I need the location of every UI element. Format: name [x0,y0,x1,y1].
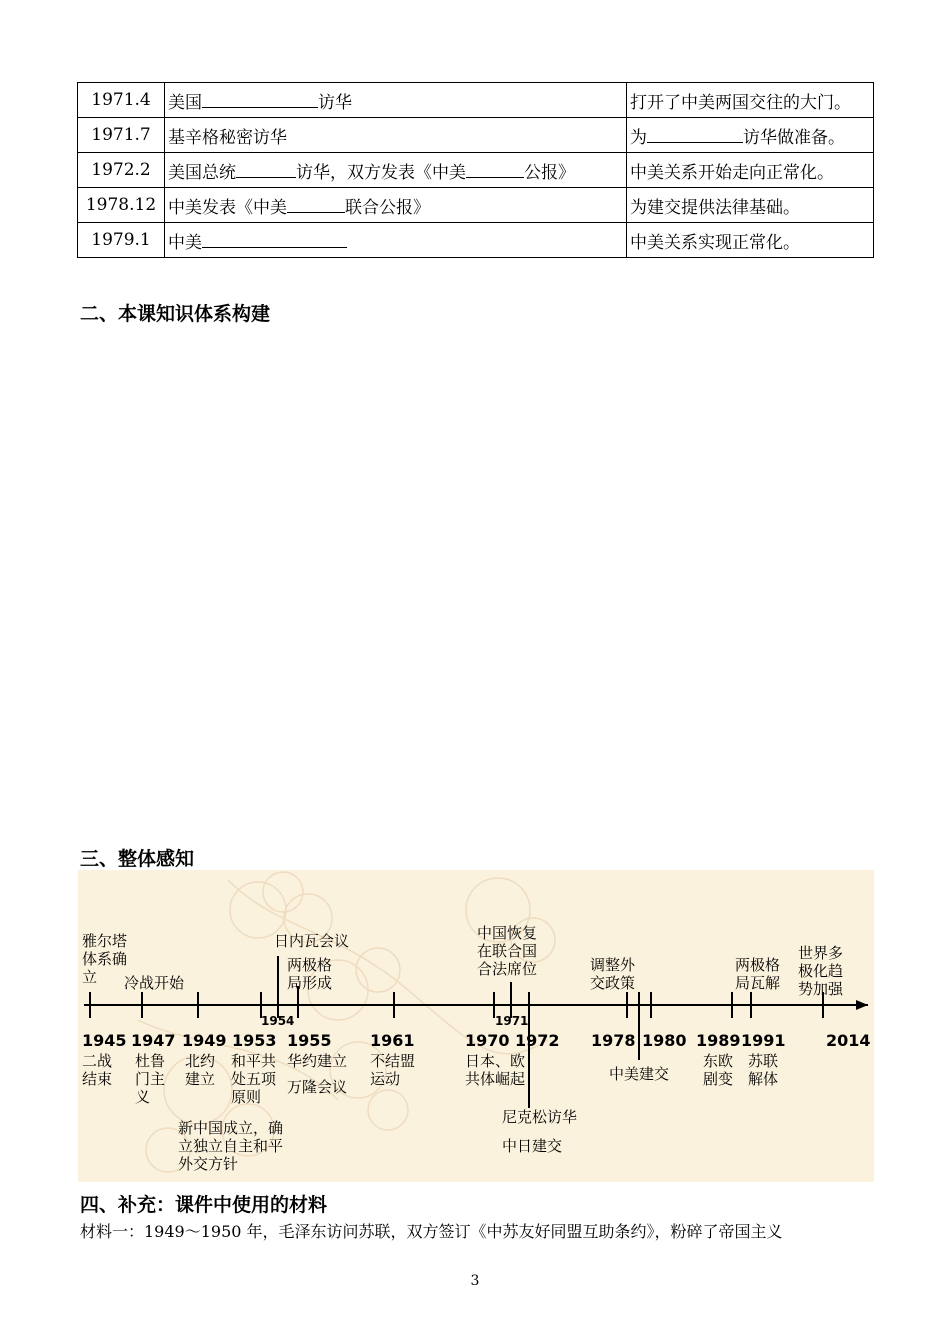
history-timeline [78,870,874,1182]
event-label: 华约建立 [287,1052,348,1070]
event-cell: 美国总统 访华，双方发表《中美 公报》 [165,153,627,188]
year-label: 1991 [741,1031,786,1050]
page-number: 3 [470,1273,480,1289]
event-label: 两极格 [287,956,333,974]
section-4-heading: 四、补充：课件中使用的材料 [80,1194,328,1216]
fill-blank[interactable] [287,195,345,213]
events-above [82,924,844,998]
event-label: 中日建交 [502,1137,563,1155]
event-label: 和平共 [231,1052,277,1070]
event-label: 中美建交 [609,1065,670,1083]
events-below [82,1052,778,1173]
year-label: 1980 [642,1031,687,1050]
result-cell: 为 访华做准备。 [627,118,874,153]
event-label: 义 [135,1088,151,1106]
section-2-heading: 二、本课知识体系构建 [80,303,271,325]
event-label: 新中国成立，确 [178,1119,284,1137]
material-one-text: 材料一：1949～1950 年，毛泽东访问苏联，双方签订《中苏友好同盟互助条约》，粉碎了帝国主义 [80,1222,783,1241]
event-label: 调整外 [590,956,636,974]
event-label: 运动 [370,1070,401,1088]
event-cell: 中美 [165,223,627,258]
year-label: 1955 [287,1031,332,1050]
event-label: 剧变 [703,1070,734,1088]
table-row [78,223,874,258]
event-label: 苏联 [748,1052,779,1070]
event-label: 体系确 [82,950,128,968]
fill-blank[interactable] [202,90,318,108]
result-cell: 打开了中美两国交往的大门。 [627,83,874,118]
year-label-1954: 1954 [261,1014,295,1028]
event-label: 北约 [185,1052,216,1070]
event-label: 极化趋 [798,962,844,980]
axis-arrow-icon [856,1000,868,1010]
date-cell: 1971.7 [78,118,165,153]
result-cell: 中美关系开始走向正常化。 [627,153,874,188]
event-label: 局瓦解 [735,974,781,992]
event-cell: 中美发表《中美 联合公报》 [165,188,627,223]
year-label: 2014 [826,1031,871,1050]
event-label: 世界多 [798,944,844,962]
event-label: 交政策 [590,974,636,992]
date-cell: 1971.4 [78,83,165,118]
year-label: 1949 [182,1031,227,1050]
section-3-heading: 三、整体感知 [80,848,195,870]
year-label-1971: 1971 [495,1014,529,1028]
date-cell: 1979.1 [78,223,165,258]
year-label: 1970 [465,1031,510,1050]
event-label: 合法席位 [477,960,538,978]
year-label: 1945 [82,1031,127,1050]
year-label: 1972 [515,1031,560,1050]
year-labels [82,1031,871,1050]
event-label: 东欧 [703,1052,734,1070]
timeline-graphic [78,870,874,1182]
fill-blank[interactable] [466,160,524,178]
event-label: 两极格 [735,956,781,974]
event-label: 局形成 [287,974,333,992]
event-label: 解体 [748,1070,779,1088]
fill-blank[interactable] [647,125,743,143]
fill-blank[interactable] [202,230,347,248]
year-label: 1989 [696,1031,741,1050]
event-label: 不结盟 [370,1052,416,1070]
china-us-relations-table [77,82,874,258]
year-label: 1961 [370,1031,415,1050]
event-cell: 基辛格秘密访华 [165,118,627,153]
event-label: 杜鲁 [135,1052,166,1070]
year-label: 1978 [591,1031,636,1050]
event-label: 势加强 [798,980,844,998]
table-row [78,118,874,153]
fill-blank[interactable] [236,160,296,178]
table-row [78,188,874,223]
event-label: 中国恢复 [477,924,538,942]
event-label: 外交方针 [178,1155,239,1173]
result-cell: 为建交提供法律基础。 [627,188,874,223]
event-label: 在联合国 [477,942,538,960]
event-label: 门主 [135,1070,166,1088]
date-cell: 1972.2 [78,153,165,188]
event-cell: 美国 访华 [165,83,627,118]
event-label: 雅尔塔 [82,932,128,950]
event-label: 日内瓦会议 [274,932,350,950]
table-row [78,153,874,188]
event-label: 原则 [231,1088,262,1106]
event-label: 万隆会议 [287,1078,348,1096]
event-label: 立 [82,968,98,986]
event-label: 结束 [82,1070,113,1088]
event-label: 二战 [82,1052,113,1070]
table-row [78,83,874,118]
date-cell: 1978.12 [78,188,165,223]
event-label: 冷战开始 [124,974,185,992]
event-label: 共体崛起 [465,1070,526,1088]
event-label: 日本、欧 [465,1052,526,1070]
event-label: 建立 [185,1070,216,1088]
result-cell: 中美关系实现正常化。 [627,223,874,258]
event-label: 处五项 [231,1070,277,1088]
event-label: 尼克松访华 [502,1108,578,1126]
year-label: 1953 [232,1031,277,1050]
event-label: 立独立自主和平 [178,1137,284,1155]
year-label: 1947 [131,1031,176,1050]
